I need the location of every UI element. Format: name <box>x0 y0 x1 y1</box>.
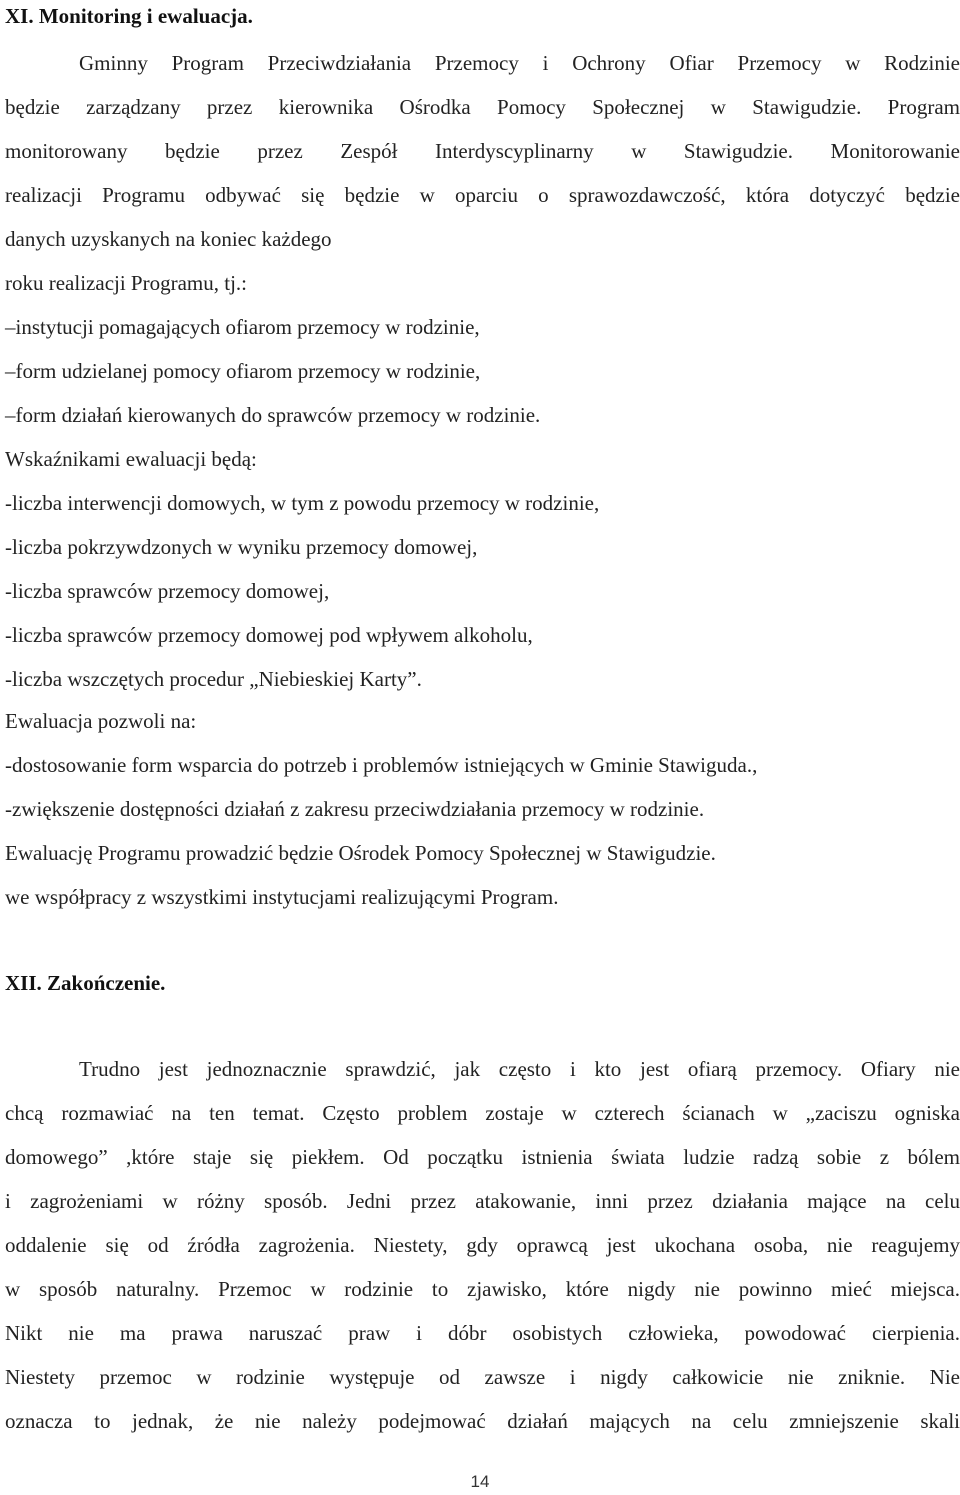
list-item: -liczba sprawców przemocy domowej, <box>5 579 330 603</box>
paragraph-line: oznacza to jednak, że nie należy podejmować działań mających na celu zmniejszenie skali <box>5 1409 960 1433</box>
paragraph-line: chcą rozmawiać na ten temat. Często problem zostaje w czterech ścianach w „zaciszu ogniska <box>5 1101 960 1125</box>
paragraph-line: Nikt nie ma prawa naruszać praw i dóbr osobistych człowieka, powodować cierpienia. <box>5 1321 960 1345</box>
list-item: -liczba sprawców przemocy domowej pod wpływem alkoholu, <box>5 623 533 647</box>
paragraph-line: Niestety przemoc w rodzinie występuje od zawsze i nigdy całkowicie nie zniknie. Nie <box>5 1365 960 1389</box>
section-heading: XI. Monitoring i ewaluacja. <box>5 4 253 28</box>
paragraph-line: realizacji Programu odbywać się będzie w oparciu o sprawozdawczość, która dotyczyć będzie <box>5 183 960 207</box>
section-heading: XII. Zakończenie. <box>5 971 166 995</box>
paragraph-line: Ewaluacja pozwoli na: <box>5 709 197 733</box>
list-item: -liczba wszczętych procedur „Niebieskiej Karty”. <box>5 667 422 691</box>
paragraph-line: we współpracy z wszystkimi instytucjami realizującymi Program. <box>5 885 559 909</box>
paragraph-line: Gminny Program Przeciwdziałania Przemocy i Ochrony Ofiar Przemocy w Rodzinie <box>79 51 960 75</box>
paragraph-line: danych uzyskanych na koniec każdego <box>5 227 332 251</box>
paragraph-line: domowego” ,które staje się piekłem. Od początku istnienia świata ludzie radzą sobie z bólem <box>5 1145 960 1169</box>
paragraph-line: roku realizacji Programu, tj.: <box>5 271 248 295</box>
paragraph-line: monitorowany będzie przez Zespół Interdyscyplinarny w Stawigudzie. Monitorowanie <box>5 139 960 163</box>
paragraph-line: Trudno jest jednoznacznie sprawdzić, jak często i kto jest ofiarą przemocy. Ofiary nie <box>79 1057 960 1081</box>
list-item: –form działań kierowanych do sprawców przemocy w rodzinie. <box>5 403 541 427</box>
list-item: -liczba interwencji domowych, w tym z powodu przemocy w rodzinie, <box>5 491 600 515</box>
list-item: -liczba pokrzywdzonych w wyniku przemocy domowej, <box>5 535 478 559</box>
paragraph-line: oddalenie się od źródła zagrożenia. Niestety, gdy oprawcą jest ukochana osoba, nie reagujemy <box>5 1233 960 1257</box>
list-item: –instytucji pomagających ofiarom przemocy w rodzinie, <box>5 315 480 339</box>
paragraph-line: będzie zarządzany przez kierownika Ośrodka Pomocy Społecznej w Stawigudzie. Program <box>5 95 960 119</box>
paragraph-line: Ewaluację Programu prowadzić będzie Ośrodek Pomocy Społecznej w Stawigudzie. <box>5 841 716 865</box>
list-item: -zwiększenie dostępności działań z zakresu przeciwdziałania przemocy w rodzinie. <box>5 797 705 821</box>
page-number: 14 <box>470 1472 490 1491</box>
list-item: -dostosowanie form wsparcia do potrzeb i problemów istniejących w Gminie Stawiguda., <box>5 753 758 777</box>
list-item: –form udzielanej pomocy ofiarom przemocy w rodzinie, <box>5 359 481 383</box>
paragraph-line: i zagrożeniami w różny sposób. Jedni przez atakowanie, inni przez działania mające na celu <box>5 1189 960 1213</box>
paragraph-line: w sposób naturalny. Przemoc w rodzinie to zjawisko, które nigdy nie powinno mieć miejsca. <box>5 1277 960 1301</box>
paragraph-line: Wskaźnikami ewaluacji będą: <box>5 447 257 471</box>
